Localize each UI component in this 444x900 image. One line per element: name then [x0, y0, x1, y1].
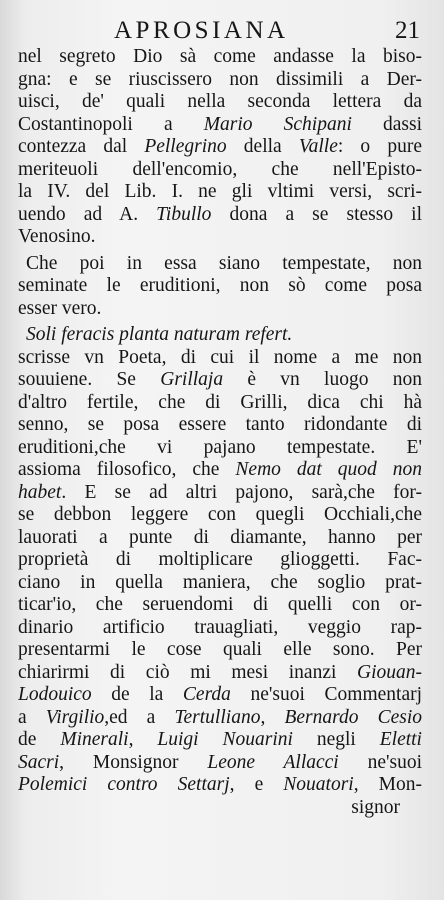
text-line: [18, 617, 422, 640]
text-run: ciano in quella maniera, che soglio prat-: [18, 571, 422, 593]
catchword: signor: [351, 796, 400, 818]
text-run: se debbon leggere con quegli Occhiali,che: [18, 504, 422, 525]
text-line: [18, 392, 422, 415]
text-run: uendo ad A.: [18, 203, 157, 225]
text-line: [18, 729, 422, 752]
page-header: [20, 16, 420, 46]
text-run: la IV. del Lib. I. ne gli vltimi versi, scri-: [18, 181, 422, 202]
text-line: [18, 347, 422, 370]
text-line: [18, 275, 422, 298]
text-run: meriteuoli dell'encomio, che nell'Episto-: [18, 158, 422, 180]
italic-text: Valle: [298, 136, 338, 157]
text-run: : o pure: [337, 136, 422, 157]
text-run: assioma filosofico, che: [18, 459, 236, 480]
text-run: ,: [260, 706, 285, 728]
italic-text: Tibullo: [156, 203, 212, 225]
italic-text: Tertulliano: [174, 706, 261, 728]
italic-text: Eletti: [379, 729, 422, 750]
text-line: [18, 46, 422, 69]
text-run: esser vero.: [18, 297, 102, 319]
text-line: [18, 136, 422, 159]
text-run: dinario artificio trauagliati, veggio rap-: [18, 616, 422, 638]
italic-text: Cerda: [182, 684, 231, 705]
italic-text: Luigi Nouarini: [157, 729, 293, 750]
text-run: , e: [229, 774, 284, 795]
text-run: contezza dal: [18, 136, 145, 157]
text-line: [18, 159, 422, 182]
text-run: ,ed a: [104, 706, 175, 728]
text-run: ,: [128, 729, 158, 750]
italic-text: Giouan-: [357, 661, 422, 683]
text-run: è vn luogo non: [223, 369, 422, 390]
text-run: de: [18, 729, 61, 750]
text-run: senno, se posa essere tanto ridondante di: [18, 414, 422, 435]
text-run: presentarmi le cose quali elle sono. Per: [18, 639, 422, 660]
text-line: [18, 298, 422, 321]
text-line: [18, 459, 422, 482]
text-line: [18, 752, 422, 775]
text-run: Costantinopoli a: [18, 113, 204, 135]
text-run: proprietà di moltiplicare glioggetti. Fac-: [18, 549, 422, 570]
text-run: uisci, de' quali nella seconda lettera da: [18, 91, 422, 112]
text-run: , Mon-: [353, 774, 422, 795]
text-run: ticar'io, che seruendomi di quelli con or-: [18, 594, 422, 615]
text-run: negli: [292, 729, 380, 750]
text-line: [18, 253, 422, 276]
text-run: chiarirmi di ciò mi mesi inanzi: [18, 661, 357, 683]
text-run: seminate le eruditioni, non sò come posa: [18, 275, 422, 296]
text-run: scrisse vn Poeta, di cui il nome a me non: [18, 346, 422, 368]
text-run: Che poi in essa siano tempestate, non: [26, 252, 422, 274]
body-text: [18, 46, 422, 819]
italic-text: Virgilio: [45, 706, 105, 728]
italic-text: Pellegrino: [144, 136, 227, 157]
text-run: dassi: [351, 113, 422, 135]
text-line: [18, 414, 422, 437]
text-line: [18, 662, 422, 685]
text-run: gna: e se riuscissero non dissimili a Der-: [18, 68, 422, 90]
text-line: [18, 684, 422, 707]
text-line: [18, 437, 422, 460]
text-run: dona a se stesso il: [211, 203, 422, 225]
text-run: eruditioni,che vi pajano tempestate. E': [18, 436, 422, 458]
text-run: Soli feracis planta naturam refert.: [26, 324, 293, 345]
text-line: [18, 226, 422, 249]
italic-text: Grillaja: [160, 369, 224, 390]
text-line: [18, 114, 422, 137]
italic-text: Leone Allacci: [207, 751, 339, 773]
text-line: [18, 504, 422, 527]
text-run: ne'suoi: [338, 751, 422, 773]
italic-text: Lodouico: [18, 684, 92, 705]
text-line: [18, 639, 422, 662]
italic-text: Sacri: [18, 751, 60, 773]
italic-text: Bernardo Cesio: [284, 706, 422, 728]
text-run: souuiene. Se: [18, 369, 161, 390]
text-line: [18, 482, 422, 505]
italic-text: Nemo dat quod non: [235, 459, 422, 480]
text-run: de la: [91, 684, 183, 705]
text-line: [18, 549, 422, 572]
text-line: [18, 369, 422, 392]
page-number: 21: [395, 17, 420, 44]
text-run: . E se ad altri pajono, sarà,che for-: [61, 481, 422, 503]
text-run: ne'suoi Commentarj: [230, 684, 422, 705]
text-run: lauorati a punte di diamante, hanno per: [18, 526, 422, 548]
text-run: della: [226, 136, 299, 157]
text-run: , Monsignor: [59, 751, 208, 773]
text-line: [18, 181, 422, 204]
text-run: Venosino.: [18, 226, 96, 247]
text-line: [18, 527, 422, 550]
running-title: APROSIANA: [114, 17, 289, 44]
text-run: nel segreto Dio sà come andasse la biso-: [18, 46, 422, 67]
verse-quotation: [18, 324, 422, 347]
italic-text: Minerali: [60, 729, 129, 750]
text-run: a: [18, 706, 46, 728]
italic-text: habet: [18, 481, 62, 503]
text-line: [18, 69, 422, 92]
text-line: [18, 572, 422, 595]
italic-text: Polemici contro Settarj: [18, 774, 230, 795]
text-line: [18, 594, 422, 617]
italic-text: Nouatori: [283, 774, 354, 795]
text-line: [18, 91, 422, 114]
text-line: [18, 204, 422, 227]
text-run: d'altro fertile, che di Grilli, dica chi hà: [18, 391, 422, 413]
italic-text: Mario Schipani: [203, 113, 352, 135]
text-line: [18, 774, 422, 797]
text-line: [18, 707, 422, 730]
